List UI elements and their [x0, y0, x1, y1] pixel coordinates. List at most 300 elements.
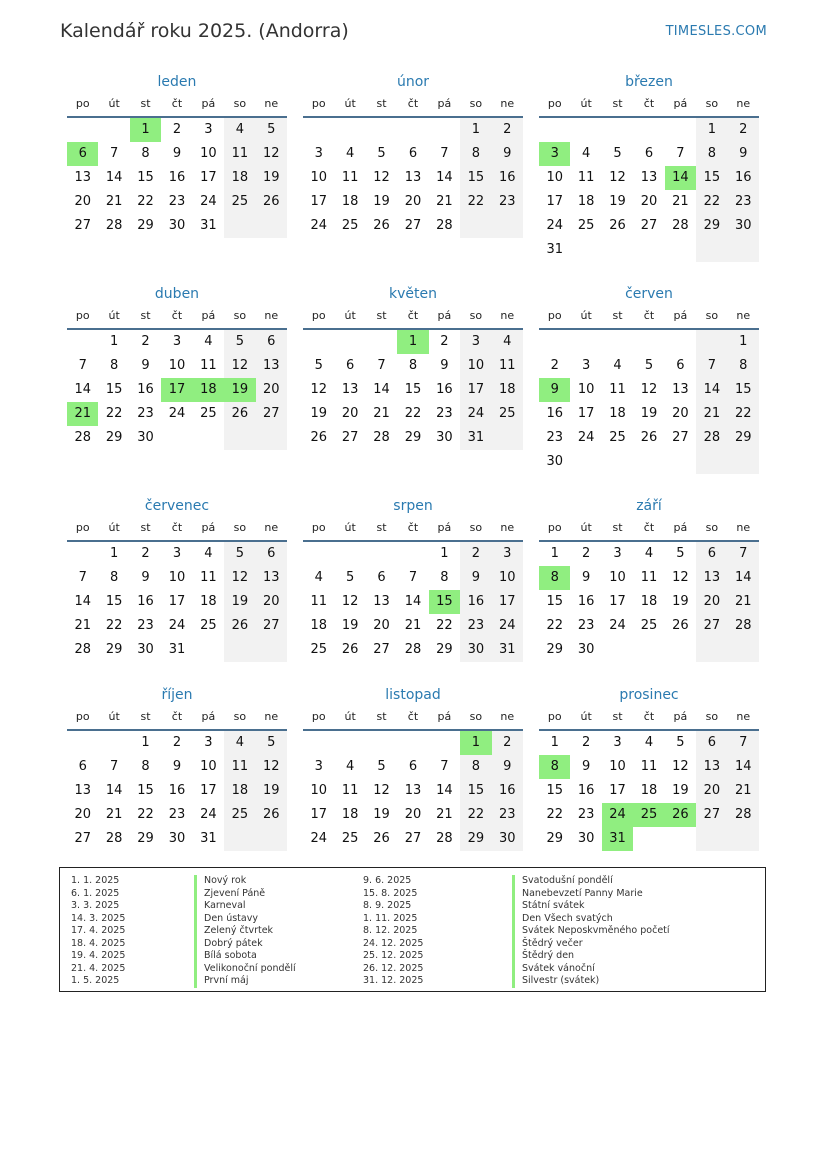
day-cell: 29	[546, 831, 563, 846]
day-cell: 5	[613, 146, 622, 161]
day-cell: 20	[74, 194, 91, 209]
day-cell: 16	[436, 382, 453, 397]
month-name: červenec	[144, 498, 210, 514]
day-cell: 6	[696, 731, 727, 755]
day-cell: 25	[609, 430, 626, 445]
weekday-label: po	[311, 309, 326, 322]
day-cell: 16	[546, 406, 563, 421]
day-cell: 3	[314, 759, 323, 774]
day-cell: 16	[492, 166, 523, 190]
day-cell: 8	[539, 755, 570, 779]
days-grid	[67, 731, 287, 851]
day-cell: 3	[172, 546, 182, 561]
empty-cell	[633, 118, 664, 142]
weekday-label: st	[140, 521, 151, 534]
legend-holiday-name: Nanebevzetí Panny Marie	[512, 888, 670, 901]
day-cell: 5	[345, 570, 355, 585]
day-cell: 28	[672, 218, 689, 233]
weekday-label: ne	[500, 309, 515, 322]
day-cell: 18	[609, 406, 626, 421]
day-cell: 4	[613, 358, 622, 373]
day-cell: 3	[172, 334, 182, 349]
empty-cell	[256, 638, 287, 662]
day-cell: 22	[105, 618, 123, 633]
day-cell: 29	[436, 642, 453, 657]
day-cell: 21	[373, 406, 390, 421]
empty-cell	[570, 118, 601, 142]
day-cell: 13	[696, 755, 727, 779]
day-cell: 13	[640, 170, 658, 185]
weekday-label: čt	[643, 97, 655, 110]
brand-link[interactable]: TIMESLES.COM	[665, 24, 767, 39]
day-cell: 9	[492, 142, 523, 166]
day-cell: 20	[640, 194, 658, 209]
legend-date: 19. 4. 2025	[71, 950, 126, 961]
day-cell: 10	[200, 759, 217, 774]
day-cell: 26	[256, 803, 287, 827]
day-cell: 12	[373, 170, 390, 185]
day-cell: 15	[728, 378, 759, 402]
days-grid	[303, 118, 523, 238]
legend-date: 1. 1. 2025	[71, 875, 120, 886]
day-cell: 4	[204, 334, 213, 349]
day-cell: 4	[345, 759, 355, 774]
day-cell: 2	[141, 334, 150, 349]
day-cell: 26	[373, 831, 390, 846]
weekday-label: st	[612, 309, 623, 322]
day-cell: 11	[310, 594, 327, 609]
empty-cell	[67, 118, 98, 142]
weekday-header	[303, 516, 523, 542]
day-cell: 9	[172, 759, 182, 774]
weekday-label: po	[547, 521, 562, 534]
empty-cell	[665, 330, 696, 354]
day-cell: 13	[74, 170, 91, 185]
day-cell: 12	[256, 755, 287, 779]
weekday-label: po	[311, 97, 326, 110]
day-cell: 27	[256, 614, 287, 638]
day-cell: 17	[460, 378, 491, 402]
day-cell: 17	[168, 594, 186, 609]
weekday-label: ne	[736, 309, 751, 322]
empty-cell	[602, 330, 633, 354]
empty-cell	[397, 731, 428, 755]
month-name: prosinec	[619, 687, 679, 703]
day-cell: 5	[644, 358, 654, 373]
legend-date: 9. 6. 2025	[363, 875, 412, 886]
day-cell: 4	[581, 146, 591, 161]
day-cell: 21	[74, 618, 91, 633]
day-cell: 21	[436, 194, 453, 209]
weekday-label: čt	[171, 710, 183, 723]
day-cell: 7	[377, 358, 386, 373]
weekday-label: út	[344, 710, 356, 723]
months-grid	[67, 72, 761, 846]
day-cell: 22	[105, 406, 123, 421]
weekday-label: so	[469, 710, 483, 723]
month-name: srpen	[393, 498, 433, 514]
weekday-label: st	[376, 97, 387, 110]
day-cell: 12	[310, 382, 327, 397]
day-cell: 20	[404, 807, 422, 822]
day-cell: 6	[256, 542, 287, 566]
days-grid	[303, 731, 523, 851]
day-cell: 16	[728, 166, 759, 190]
weekday-label: pá	[673, 309, 688, 322]
day-cell: 30	[168, 218, 186, 233]
day-cell: 21	[696, 402, 727, 426]
empty-cell	[303, 118, 334, 142]
weekday-header	[67, 516, 287, 542]
day-cell: 1	[696, 118, 727, 142]
weekday-label: po	[547, 309, 562, 322]
page-title: Kalendář roku 2025. (Andorra)	[60, 20, 349, 42]
month-name: duben	[154, 286, 200, 302]
weekday-label: pá	[201, 309, 216, 322]
empty-cell	[602, 638, 633, 662]
day-cell: 26	[665, 803, 696, 827]
day-cell: 30	[168, 831, 186, 846]
day-cell: 11	[341, 783, 359, 798]
empty-cell	[539, 118, 570, 142]
day-cell: 9	[172, 146, 182, 161]
day-cell: 11	[200, 358, 217, 373]
weekday-label: pá	[437, 710, 452, 723]
day-cell: 23	[577, 618, 595, 633]
legend-date: 8. 9. 2025	[363, 900, 412, 911]
empty-cell	[303, 330, 334, 354]
day-cell: 18	[224, 166, 255, 190]
day-cell: 20	[256, 378, 287, 402]
day-cell: 15	[137, 170, 154, 185]
day-cell: 6	[67, 142, 98, 166]
day-cell: 11	[224, 142, 255, 166]
day-cell: 8	[408, 358, 418, 373]
empty-cell	[696, 450, 727, 474]
day-cell: 7	[408, 570, 418, 585]
day-cell: 29	[137, 831, 154, 846]
day-cell: 25	[492, 402, 523, 426]
legend-holiday-name: První máj	[194, 975, 296, 988]
weekday-label: čt	[171, 309, 183, 322]
weekday-label: po	[75, 710, 90, 723]
empty-cell	[98, 731, 129, 755]
day-cell: 25	[224, 190, 255, 214]
month-2	[539, 72, 759, 284]
legend-date: 15. 8. 2025	[363, 887, 418, 899]
day-cell: 18	[640, 594, 658, 609]
day-cell: 3	[581, 358, 591, 373]
day-cell: 8	[109, 358, 119, 373]
weekday-label: ne	[736, 521, 751, 534]
month-6	[67, 496, 287, 685]
day-cell: 21	[672, 194, 689, 209]
day-cell: 15	[105, 382, 123, 397]
day-cell: 4	[644, 735, 654, 750]
day-cell: 6	[377, 570, 386, 585]
day-cell: 20	[256, 590, 287, 614]
weekday-label: so	[469, 521, 483, 534]
day-cell: 12	[672, 759, 689, 774]
legend-holiday-name: Karneval	[194, 900, 296, 913]
day-cell: 3	[314, 146, 323, 161]
empty-cell	[67, 731, 98, 755]
legend-dates-left	[71, 875, 125, 988]
day-cell: 13	[74, 783, 91, 798]
legend-holiday-name: Bílá sobota	[194, 950, 296, 963]
day-cell: 14	[728, 566, 759, 590]
day-cell: 24	[310, 218, 327, 233]
day-cell: 27	[404, 831, 422, 846]
day-cell: 23	[492, 803, 523, 827]
empty-cell	[429, 118, 460, 142]
day-cell: 16	[168, 783, 186, 798]
day-cell: 27	[640, 218, 658, 233]
day-cell: 12	[256, 142, 287, 166]
weekday-label: út	[580, 521, 592, 534]
legend-holiday-name: Den ústavy	[194, 913, 296, 926]
day-cell: 18	[224, 779, 255, 803]
weekday-header	[67, 705, 287, 731]
day-cell: 30	[137, 642, 154, 657]
day-cell: 8	[539, 566, 570, 590]
day-cell: 28	[74, 642, 91, 657]
weekday-label: pá	[201, 710, 216, 723]
day-cell: 31	[200, 831, 217, 846]
day-cell: 30	[577, 642, 595, 657]
day-cell: 23	[546, 430, 563, 445]
weekday-label: čt	[407, 309, 419, 322]
day-cell: 12	[373, 783, 390, 798]
day-cell: 23	[137, 406, 154, 421]
day-cell: 24	[200, 807, 217, 822]
day-cell: 5	[377, 146, 386, 161]
day-cell: 20	[672, 406, 689, 421]
day-cell: 15	[137, 783, 154, 798]
month-7	[303, 496, 523, 685]
legend-date: 6. 1. 2025	[71, 887, 120, 899]
day-cell: 29	[728, 426, 759, 450]
day-cell: 15	[696, 166, 727, 190]
day-cell: 5	[256, 118, 287, 142]
day-cell: 10	[546, 170, 563, 185]
month-name: září	[636, 498, 662, 514]
empty-cell	[696, 238, 727, 262]
day-cell: 19	[341, 618, 359, 633]
weekday-label: ne	[736, 97, 751, 110]
day-cell: 12	[609, 170, 626, 185]
empty-cell	[633, 238, 664, 262]
day-cell: 9	[141, 358, 150, 373]
weekday-header	[539, 516, 759, 542]
day-cell: 9	[728, 142, 759, 166]
legend-holiday-name: Svátek Neposkvměného početí	[512, 925, 670, 938]
weekday-label: čt	[407, 710, 419, 723]
empty-cell	[665, 238, 696, 262]
weekday-label: ne	[264, 309, 279, 322]
day-cell: 14	[74, 382, 91, 397]
weekday-label: čt	[171, 97, 183, 110]
day-cell: 11	[341, 170, 359, 185]
day-cell: 4	[345, 146, 355, 161]
day-cell: 23	[460, 614, 491, 638]
day-cell: 14	[105, 170, 123, 185]
day-cell: 27	[373, 642, 390, 657]
day-cell: 29	[105, 430, 123, 445]
day-cell: 3	[204, 735, 213, 750]
day-cell: 14	[404, 594, 422, 609]
empty-cell	[366, 542, 397, 566]
day-cell: 14	[728, 755, 759, 779]
empty-cell	[633, 330, 664, 354]
day-cell: 10	[310, 783, 327, 798]
day-cell: 12	[224, 566, 255, 590]
empty-cell	[633, 827, 664, 851]
day-cell: 15	[460, 779, 491, 803]
weekday-label: pá	[437, 97, 452, 110]
weekday-label: ne	[736, 710, 751, 723]
weekday-label: so	[705, 521, 719, 534]
day-cell: 4	[224, 731, 255, 755]
day-cell: 11	[492, 354, 523, 378]
month-name: říjen	[161, 687, 193, 703]
day-cell: 6	[696, 542, 727, 566]
day-cell: 24	[168, 406, 186, 421]
day-cell: 30	[492, 827, 523, 851]
day-cell: 11	[640, 759, 658, 774]
day-cell: 28	[728, 803, 759, 827]
day-cell: 21	[105, 807, 123, 822]
weekday-label: út	[108, 97, 120, 110]
day-cell: 20	[373, 618, 390, 633]
day-cell: 15	[404, 382, 422, 397]
weekday-header	[539, 304, 759, 330]
empty-cell	[492, 214, 523, 238]
day-cell: 17	[609, 594, 626, 609]
day-cell: 28	[105, 831, 123, 846]
day-cell: 13	[373, 594, 390, 609]
weekday-label: so	[705, 309, 719, 322]
empty-cell	[397, 118, 428, 142]
days-grid	[303, 542, 523, 662]
day-cell: 23	[577, 807, 595, 822]
day-cell: 20	[404, 194, 422, 209]
day-cell: 31	[492, 638, 523, 662]
day-cell: 8	[460, 142, 491, 166]
month-name: listopad	[385, 687, 441, 703]
day-cell: 19	[609, 194, 626, 209]
weekday-label: čt	[407, 97, 419, 110]
empty-cell	[633, 450, 664, 474]
day-cell: 23	[492, 190, 523, 214]
empty-cell	[665, 118, 696, 142]
day-cell: 14	[436, 170, 453, 185]
empty-cell	[98, 118, 129, 142]
days-grid	[67, 330, 287, 450]
day-cell: 12	[672, 570, 689, 585]
day-cell: 26	[224, 402, 255, 426]
weekday-label: ne	[500, 521, 515, 534]
day-cell: 13	[672, 382, 689, 397]
weekday-header	[67, 92, 287, 118]
day-cell: 4	[314, 570, 323, 585]
day-cell: 6	[78, 759, 87, 774]
day-cell: 22	[137, 194, 154, 209]
day-cell: 10	[577, 382, 595, 397]
day-cell: 26	[341, 642, 359, 657]
day-cell: 18	[200, 594, 217, 609]
day-cell: 30	[546, 454, 563, 469]
day-cell: 12	[341, 594, 359, 609]
month-1	[303, 72, 523, 284]
day-cell: 27	[696, 803, 727, 827]
legend-names-left	[194, 875, 296, 988]
day-cell: 3	[613, 735, 622, 750]
day-cell: 21	[105, 194, 123, 209]
day-cell: 25	[341, 831, 359, 846]
days-grid	[303, 330, 523, 450]
day-cell: 1	[550, 735, 559, 750]
day-cell: 11	[609, 382, 626, 397]
day-cell: 6	[644, 146, 654, 161]
weekday-label: čt	[407, 521, 419, 534]
day-cell: 18	[577, 194, 595, 209]
weekday-label: ne	[264, 521, 279, 534]
weekday-label: so	[233, 97, 247, 110]
day-cell: 25	[200, 618, 217, 633]
legend-date: 14. 3. 2025	[71, 912, 126, 924]
weekday-label: út	[580, 309, 592, 322]
day-cell: 27	[74, 218, 91, 233]
day-cell: 17	[200, 783, 217, 798]
legend-holiday-name: Státní svátek	[512, 900, 670, 913]
legend-holiday-name: Zjevení Páně	[194, 888, 296, 901]
day-cell: 31	[460, 426, 491, 450]
weekday-label: st	[612, 710, 623, 723]
day-cell: 22	[404, 406, 422, 421]
day-cell: 7	[440, 759, 449, 774]
day-cell: 1	[728, 330, 759, 354]
weekday-label: út	[108, 710, 120, 723]
day-cell: 26	[373, 218, 390, 233]
day-cell: 7	[696, 354, 727, 378]
day-cell: 6	[345, 358, 355, 373]
day-cell: 15	[105, 594, 123, 609]
weekday-label: út	[108, 521, 120, 534]
day-cell: 24	[460, 402, 491, 426]
legend-date: 17. 4. 2025	[71, 925, 126, 936]
day-cell: 2	[172, 735, 182, 750]
empty-cell	[224, 214, 255, 238]
day-cell: 6	[408, 146, 418, 161]
weekday-header	[303, 92, 523, 118]
day-cell: 29	[546, 642, 563, 657]
day-cell: 20	[341, 406, 359, 421]
empty-cell	[224, 638, 255, 662]
empty-cell	[728, 450, 759, 474]
day-cell: 27	[672, 430, 689, 445]
month-8	[539, 496, 759, 685]
legend-date: 31. 12. 2025	[363, 975, 424, 986]
day-cell: 2	[728, 118, 759, 142]
day-cell: 5	[676, 546, 685, 561]
day-cell: 21	[404, 618, 422, 633]
day-cell: 2	[550, 358, 559, 373]
day-cell: 19	[224, 378, 255, 402]
empty-cell	[539, 330, 570, 354]
day-cell: 18	[341, 194, 359, 209]
day-cell: 28	[436, 218, 453, 233]
